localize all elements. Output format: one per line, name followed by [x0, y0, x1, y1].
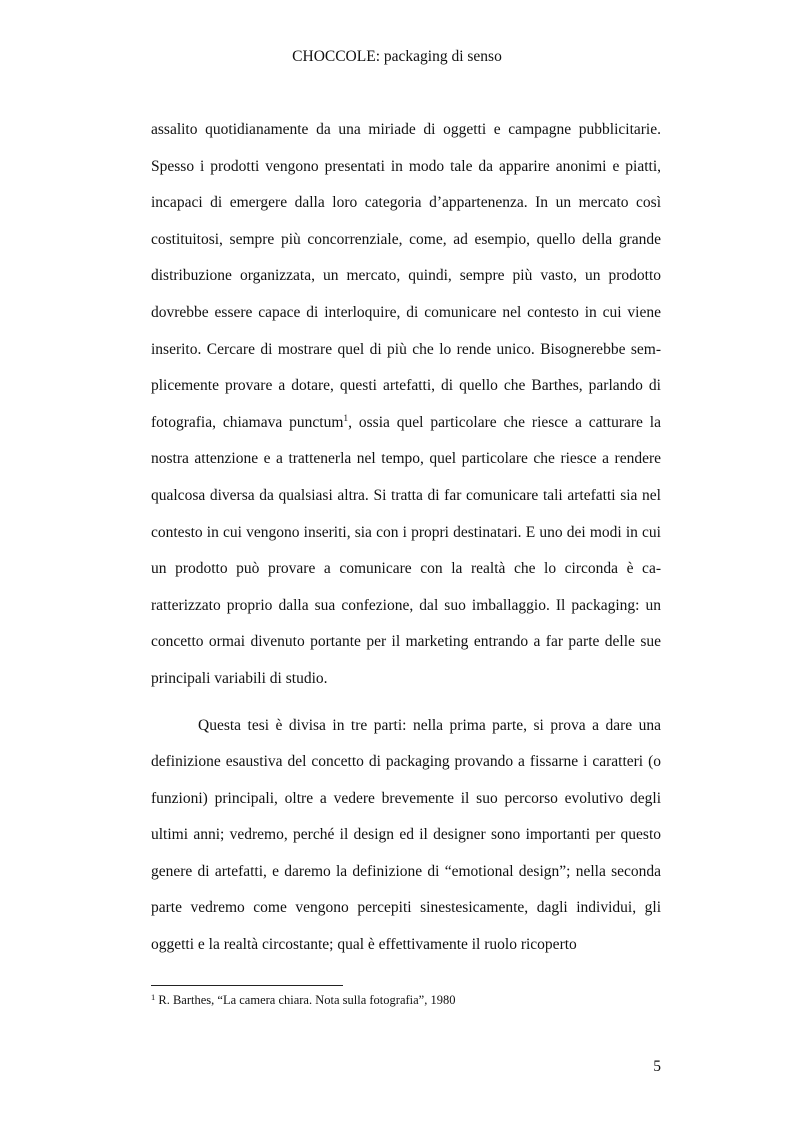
paragraph-2: Questa tesi è divisa in tre parti: nella prima parte, si prova a dare una definizione esaustiva del concetto di packaging provando a fissarne i caratteri (o funzioni) principali, oltre a vedere brevemente il suo percorso evolutivo degli ultimi anni; vedremo, perché il design ed il designer sono importanti per questo genere di artefatti, e daremo la definizione di “emotional design”; nella seconda parte vedremo come vengono percepiti sinestesicamente, dagli individui, gli oggetti e la realtà circostante; qual è effettivamente il ruolo ricoperto	[151, 716, 661, 954]
body-text	[151, 112, 661, 964]
footnote	[151, 992, 661, 1008]
paragraph-1-text-a: assalito quotidianamente da una miriade di oggetti e campagne pubblicitarie. Spesso i prodotti vengono presentati in modo tale da apparire anonimi e piatti, incapaci di emergere dalla loro categoria d’appartenenza. In un mercato così costituitosi, sempre più concorrenziale, come, ad esempio, quello della grande distribuzione organizzata, un mercato, quindi, sempre più vasto, un prodotto dovrebbe essere capace di interloquire, di comunicare nel contesto in cui viene inserito. Cercare di mostrare quel di più che lo rende unico. Bisognerebbe semplicemente provare a dotare, questi artefatti, di quello che Barthes, parlando di fotografia, chiamava punctum	[151, 121, 661, 431]
footnote-number: 1	[151, 992, 156, 1002]
footnote-text: R. Barthes, “La camera chiara. Nota sulla fotografia”, 1980	[155, 993, 456, 1007]
footnote-reference: 1	[343, 413, 349, 424]
page-number: 5	[653, 1058, 661, 1075]
paragraph-1-text-b: , ossia quel particolare che riesce a catturare la nostra attenzione e a trattenerla nel tempo, quel particolare che riesce a rendere qualcosa diversa da qualsiasi altra. Si tratta di far comunicare tali artefatti sia nel contesto in cui vengono inseriti, sia con i propri destinatari. E uno dei modi in cui un prodotto può provare a comunicare con la realtà che lo circonda è caratterizzato proprio dalla sua confezione, dal suo imballaggio. Il packaging: un concetto ormai divenuto portante per il marketing entrando a far parte delle sue principali variabili di studio.	[151, 413, 661, 687]
footnote-separator	[151, 985, 343, 986]
running-header: CHOCCOLE: packaging di senso	[292, 48, 502, 65]
paragraph-1	[151, 112, 661, 698]
